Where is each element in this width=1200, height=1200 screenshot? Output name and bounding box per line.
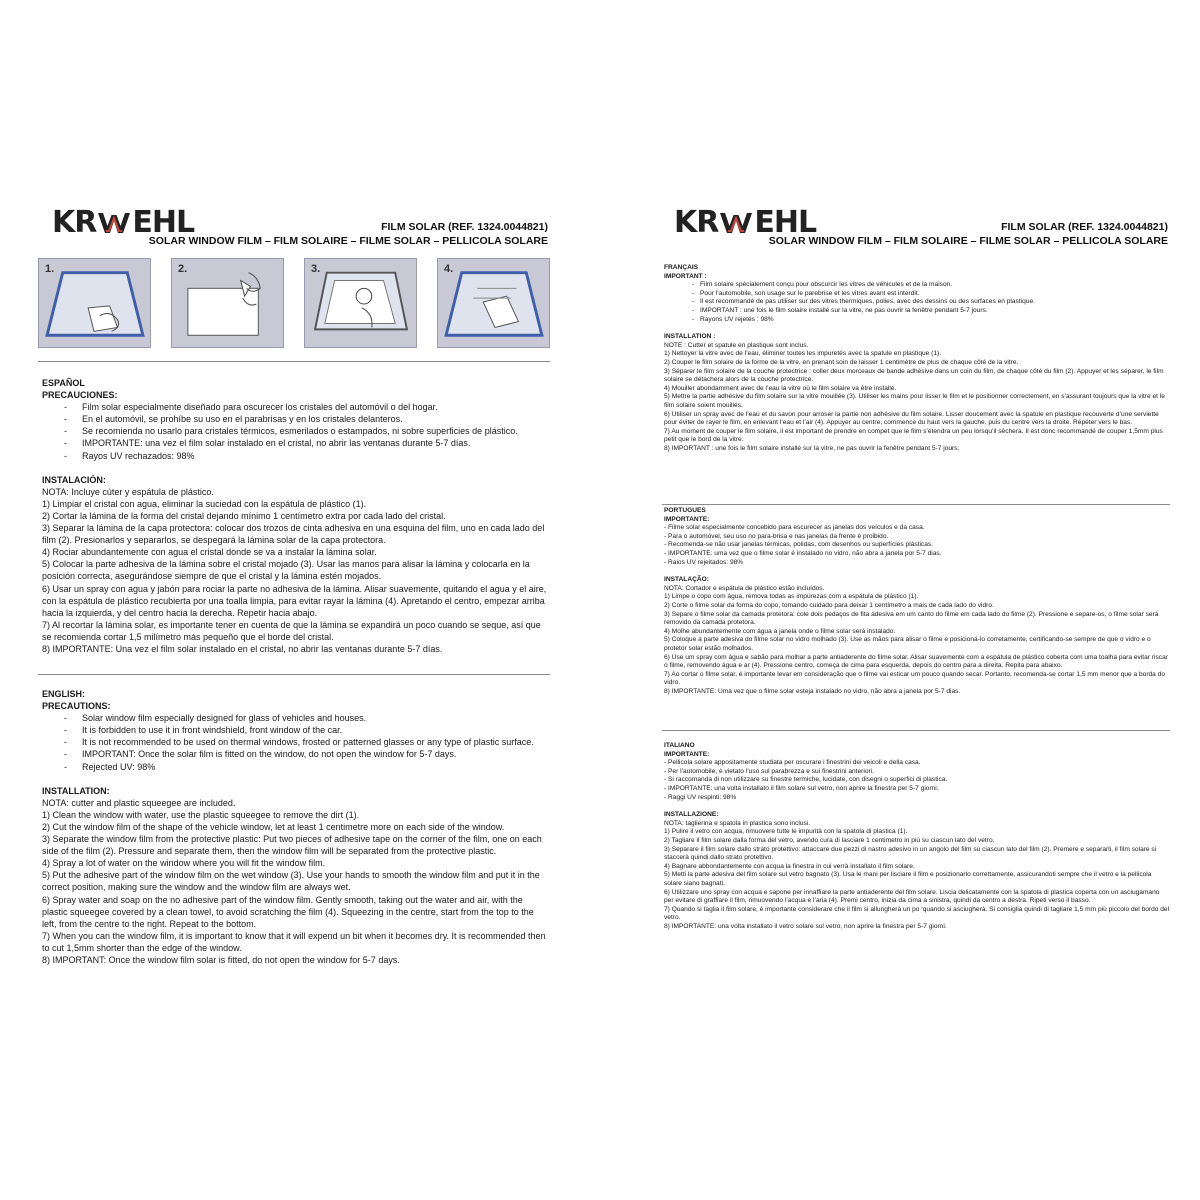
installation-step: NOTA: Incluye cúter y espátula de plástico.	[42, 486, 214, 497]
logo-w-mark-icon	[719, 211, 753, 235]
installation-step: 3) Séparer le film solaire de la couche protectrice : coller deux morceaux de bande adhésive dans un coin du film, de chaque côté du film (2). Appuyer et les séparer, le film solaire se détachera alors de la couche protectrice.	[664, 367, 1164, 384]
installation-step: NOTA: cutter and plastic squeegee are included.	[42, 797, 236, 808]
installation-step: 7) Au moment de couper le film solaire, il est important de prendre en compet que le film s’étendra un peu lorsqu’il sèchera. Il est donc recommandé de couper 1,5mm plus petit que le bord de la vitre.	[664, 427, 1163, 444]
installation-step: 8) IMPORTANT: Once the window film solar is fitted, do not open the window for 5-7 days.	[42, 954, 400, 965]
installation-step: 4) Spray a lot of water on the window where you will fit the window film.	[42, 858, 326, 869]
installation-step: 6) Utilizzare uno spray con acqua e sapone per innaffiare la parte antiaderente del film solare. Liscia delicatamente con la spatola di plastica coperta con un asciugamano per evitare di graffiare il film, rimuovendo l’acqua e l’aria (4). Premi centro, inizia da cima a sinistra, quindi da centro a destra. Ripeti verso il basso.	[664, 888, 1160, 905]
header-titles	[769, 220, 1168, 248]
installation-step: 6) Use um spray com água e sabão para molhar a parte antiaderente do filme solar. Alisar suavemente com a espátula de plástico coberta com uma toalha para evitar riscar o filme, removendo água e ar (4). Pressione centro, começa de cima para esquerda, depois do centro para a direita. Repita para abaixo.	[664, 653, 1168, 670]
right-page	[600, 0, 1200, 1200]
installation-step: 1) Limpiar el cristal con agua, eliminar la suciedad con la espátula de plástico (1).	[42, 498, 367, 509]
section-lang-title: ESPAÑOL	[42, 378, 85, 388]
installation-step: 2) Tagliare il film solare dalla forma del vetro, avendo cura di lasciare 1 centimetro in più su ciascun lato del vetro.	[664, 836, 995, 844]
installation-step: 4) Molhe abundantemente com água a janela onde o filme solar será instalado.	[664, 627, 896, 635]
section-english	[42, 688, 550, 966]
illustration-step-3	[304, 258, 417, 348]
installation-step: 5) Coloque a parte adesiva do filme solar no vidro molhado (3). Use as mãos para alisar o filme e posicioná-lo corretamente, certificando-se sempre de que o vidro e o protetor solar estão molhados.	[664, 636, 1151, 652]
installation-title: INSTALACIÓN:	[42, 474, 106, 485]
list-item: - It is forbidden to use it in front windshield, front window of the car.	[42, 724, 550, 736]
header-title-ref: FILM SOLAR (REF. 1324.0044821)	[1001, 221, 1168, 233]
installation-step: 2) Cortar la lámina de la forma del cristal dejando mínimo 1 centímetro extra por cada lado del cristal.	[42, 510, 446, 521]
header-title-languages: SOLAR WINDOW FILM – FILM SOLAIRE – FILME SOLAR – PELLICOLA SOLARE	[768, 235, 1168, 247]
header-title-ref: FILM SOLAR (REF. 1324.0044821)	[381, 221, 548, 233]
illustration-step-4	[437, 258, 550, 348]
installation-step: 4) Rociar abundantemente con agua el cristal donde se va a instalar la lámina solar.	[42, 547, 377, 558]
header-titles	[149, 220, 548, 248]
installation-step: NOTA: taglierina e spatola in plastica sono inclusi.	[664, 819, 811, 827]
installation-step: 3) Separate the window film from the protective plastic: Put two pieces of adhesive tape on the corner of the film, one on each side of the film (2). Pressure and separate them, then the window film will be separated from the protective plastic.	[42, 834, 542, 857]
list-item: - Rayos UV rechazados: 98%	[42, 450, 550, 462]
logo-w-mark-icon	[97, 211, 131, 235]
list-item: - Rejected UV: 98%	[42, 761, 550, 773]
installation-step: 7) Ao cortar o filme solar, é importante levar em consideração que o filme vai esticar um pouco quando secar. Portanto, recomenda-se cortar 1,5 mm menor que a borda do vidro.	[664, 670, 1166, 687]
logo-text-left: KR	[674, 205, 719, 240]
list-item: - IMPORTANT: Once the solar film is fitted on the window, do not open the window for 5-7 days.	[42, 748, 550, 760]
installation-step: 5) Mettre la partie adhésive du film solaire sur la vitre mouillée (3). Utiliser les mains pour lisser le film et le positionner correctement, en s’assurant toujours que la vitre et le film solaire soient mouillés.	[664, 393, 1165, 409]
installation-step: 1) Nettoyer la vitre avec de l’eau, éliminer toutes les impuretés avec la spatule en plastique (1).	[664, 350, 942, 358]
installation-step: 8) IMPORTANTE: una volta installato il vetro solare sul vetro, non aprire la finestra per 5-7 giorni.	[664, 922, 947, 930]
installation-step: 3) Separare il film solare dallo strato protettivo: attaccare due pezzi di nastro adesivo in un angolo del film su ciascun lato del film (2). Premere e separarli, il film solare si staccerà quindi dallo strato protettivo.	[664, 845, 1157, 862]
divider	[662, 730, 1170, 731]
precautions-title: IMPORTANTE:	[664, 515, 710, 523]
list-item: - Rayons UV rejetés : 98%	[664, 316, 1170, 325]
illustration-number: 1.	[45, 263, 55, 275]
list-item: - Raios UV rejeitados: 98%	[664, 558, 744, 566]
section-lang-title: FRANÇAIS	[664, 264, 699, 271]
section-lang-title: ENGLISH:	[42, 689, 86, 699]
precautions-list	[664, 759, 1170, 802]
logo-text-right: EHL	[754, 205, 817, 240]
divider	[38, 361, 550, 362]
logo-text-left: KR	[52, 205, 97, 240]
installation-title: INSTALLATION :	[664, 333, 716, 341]
precautions-title: IMPORTANTE:	[664, 750, 710, 758]
header-title-languages: SOLAR WINDOW FILM – FILM SOLAIRE – FILME SOLAR – PELLICOLA SOLARE	[148, 235, 548, 247]
installation-step: 5) Put the adhesive part of the window film on the wet window (3). Use your hands to smooth the window film and put it in the correct position, making sure the window and the window film are always wet.	[42, 870, 540, 893]
list-item: - Para o automóvel, seu uso no para-brisa e nas janelas da frente é proibido.	[664, 532, 889, 540]
section-espanol	[42, 377, 550, 655]
logo-text-right: EHL	[132, 205, 195, 240]
installation-step: 2) Corte o filme solar da forma do copo, tomando cuidado para deixar 1 centímetro a mais de cada lado do vidro.	[664, 601, 994, 609]
precautions-title: PRECAUCIONES:	[42, 390, 118, 401]
installation-step: 3) Separe o filme solar da camada protetora: cole dois pedaços de fita adesiva em um canto do filme em cada lado do filme (2). Pressione e separe-os, o filme solar será removido da camada protetora.	[664, 610, 1159, 627]
installation-step: 1) Limpe o copo com água, remova todas as impurezas com a espátula de plástico (1).	[664, 593, 919, 601]
installation-step: 2) Couper le film solaire de la forme de la vitre, en prenant soin de laisser 1 centimètre de plus de chaque côté de la vitre.	[664, 358, 1019, 366]
list-item: - Pellicola solare appositamente studiata per oscurare i finestrini dei veicoli e della casa.	[664, 759, 921, 767]
installation-step: 6) Usar un spray con agua y jabón para rociar la parte no adhesiva de la lámina. Alisar suavemente, quitando el agua y el aire, con la espátula de plástico recubierta por una toalla limpia, para evitar rayar la lámina (4). Apretando el centro, empezar arriba hacia la izquierda, y del centro hacia la derecha. Repetir hacia abajo.	[42, 583, 547, 618]
precautions-list	[42, 712, 550, 772]
installation-step: NOTA: Cortador e espátula de plástico estão incluídos.	[664, 584, 825, 592]
installation-step: 7) When you can the window film, it is important to know that it will expend un bit when it becomes dry. It is recommended then to cut 1,5mm shorter than the edge of the window.	[42, 930, 546, 953]
illustration-row	[38, 258, 550, 348]
section-italiano	[664, 742, 1170, 931]
list-item: - Solar window film especially designed for glass of vehicles and houses.	[42, 712, 550, 724]
list-item: - Recomenda-se não usar janelas térmicas, polidas, com desenhos ou superfícies plásticas.	[664, 541, 934, 549]
installation-step: 7) Al recortar la lámina solar, es importante tener en cuenta de que la lámina se expandirá un poco cuando se seque, así que se recomienda cortar 1,5 milímetro más pequeño que el borde del cristal.	[42, 619, 541, 642]
installation-step: 3) Separar la lámina de la capa protectora: colocar dos trozos de cinta adhesiva en una esquina del film, uno en cada lado del film (2). Presionarlos y separarlos, se despegará la lámina solar de la capa protectora.	[42, 523, 545, 546]
installation-step: 8) IMPORTANT : une fois le film solaire installé sur la vitre, ne pas ouvrir la fenêtre pendant 5-7 jours.	[664, 444, 960, 452]
installation-step: 1) Pulire il vetro con acqua, rimuovere tutte le impurità con la spatola di plastica (1).	[664, 828, 908, 836]
list-item: - Il est recommandé de pas utiliser sur des vitres thermiques, polies, avec des dessins ou des surfaces en plastique.	[664, 298, 1170, 307]
installation-step: 8) IMPORTANTE: Una vez el film solar instalado en el cristal, no abrir las ventanas durante 5-7 días.	[42, 643, 443, 654]
list-item: - Se recomienda no usarlo para cristales térmicos, esmerilados o estampados, ni sobre superficies de plástico.	[42, 425, 550, 437]
list-item: - Film solaire spécialement conçu pour obscurcir les vitres de véhicules et de la maison.	[664, 281, 1170, 290]
divider	[662, 504, 1170, 505]
divider	[38, 674, 550, 675]
list-item: - Film solar especialmente diseñado para oscurecer los cristales del automóvil o del hogar.	[42, 401, 550, 413]
installation-step: 4) Bagnare abbondantemente con acqua la finestra in cui verrà installato il film solare.	[664, 862, 915, 870]
list-item: - Filme solar especialmente concebido para escurecer as janelas dos veículos e da casa.	[664, 524, 925, 532]
section-lang-title: PORTUGUES	[664, 507, 706, 514]
installation-step: 5) Metti la parte adesiva del film solare sul vetro bagnato (3). Usa le mani per lisciare il film e posizionarlo correttamente, assicurandoti sempre che il vetro e la pellicola solare siano bagnati.	[664, 871, 1152, 887]
illustration-number: 4.	[444, 263, 454, 275]
installation-title: INSTALAÇÃO:	[664, 576, 709, 584]
list-item: - Per l’automobile, è vietato l’uso sul parabrezza e sui finestrini anteriori.	[664, 767, 875, 775]
installation-step: 2) Cut the window film of the shape of the vehicle window, let at least 1 centimetre more on each side of the window.	[42, 821, 505, 832]
section-lang-title: ITALIANO	[664, 742, 695, 749]
list-item: - Si raccomanda di non utilizzare su finestre termiche, lucidate, con disegni o superfici di plastica.	[664, 776, 948, 784]
list-item: - IMPORTANTE: una volta installato il film solare sul vetro, non aprire la finestra per 5-7 giorni.	[664, 784, 939, 792]
section-portugues	[664, 507, 1170, 696]
list-item: - Pour l’automobile, son usage sur le parebrise et les vitres avant est interdit.	[664, 290, 1170, 299]
list-item: - En el automóvil, se prohíbe su uso en el parabrisas y en los cristales delanteros.	[42, 413, 550, 425]
precautions-list	[42, 401, 550, 461]
installation-step: NOTE : Cutter et spatule en plastique sont inclus.	[664, 341, 809, 349]
list-item: - Raggi UV respinti: 98%	[664, 793, 737, 801]
installation-step: 8) IMPORTANTE: Uma vez que o filme solar esteja instalado no vidro, não abra a janela por 5-7 dias.	[664, 687, 961, 695]
precautions-list	[664, 524, 1170, 567]
section-francais	[664, 264, 1170, 453]
list-item: - IMPORTANTE: una vez el film solar instalado en el cristal, no abrir las ventanas durante 5-7 días.	[42, 437, 550, 449]
installation-step: 6) Spray water and soap on the no adhesive part of the window film. Gently smooth, taking out the water and air, with the plastic squeegee covered by a clean towel, to avoid scratching the film (4). Squeezing in the centre, start from the top to the left, from the centre to the right. Repeat to the bottom.	[42, 894, 534, 929]
installation-title: INSTALLAZIONE:	[664, 811, 719, 819]
list-item: - It is not recommended to be used on thermal windows, frosted or patterned glasses or any type of plastic surface.	[42, 736, 550, 748]
list-item: - IMPORTANT : une fois le film solaire installé sur la vitre, ne pas ouvrir la fenêtre pendant 5-7 jours.	[664, 307, 1170, 316]
installation-step: 5) Colocar la parte adhesiva de la lámina sobre el cristal mojado (3). Usar las manos para alisar la lámina y colocarla en la posición correcta, asegurándose siempre de que el cristal y la lámina estén mojados.	[42, 559, 530, 582]
installation-step: 1) Clean the window with water, use the plastic squeegee to remove the dirt (1).	[42, 809, 360, 820]
installation-title: INSTALLATION:	[42, 785, 110, 796]
installation-step: 4) Mouiller abondamment avec de l’eau la vitre où le film solaire va être installé.	[664, 384, 897, 392]
list-item: - IMPORTANTE: uma vez que o filme solar é instalado no vidro, não abra a janela por 5-7 dias.	[664, 549, 942, 557]
precautions-title: IMPORTANT :	[664, 272, 707, 280]
illustration-step-1	[38, 258, 151, 348]
illustration-step-2	[171, 258, 284, 348]
installation-step: 7) Quando si taglia il film solare, è importante considerare che il film si allungherà un po ‘quando si asciugherà. Si consiglia quindi di tagliare 1,5 mm più piccolo del bordo del vetro.	[664, 905, 1170, 922]
precautions-list	[664, 281, 1170, 324]
illustration-number: 2.	[178, 263, 188, 275]
illustration-number: 3.	[311, 263, 321, 275]
precautions-title: PRECAUTIONS:	[42, 701, 111, 712]
installation-step: 6) Utiliser un spray avec de l’eau et du savon pour arroser la partie non adhésive du film solaire. Lisser doucement avec la spatule en plastique recouverte d’une serviette pour éviter de rayer le film, en enlevant l’eau et l’air (4). Appuyer au centre, commence du haut vers la gauche, puis du centre vers la droite. Répéter vers le bas.	[664, 410, 1159, 427]
